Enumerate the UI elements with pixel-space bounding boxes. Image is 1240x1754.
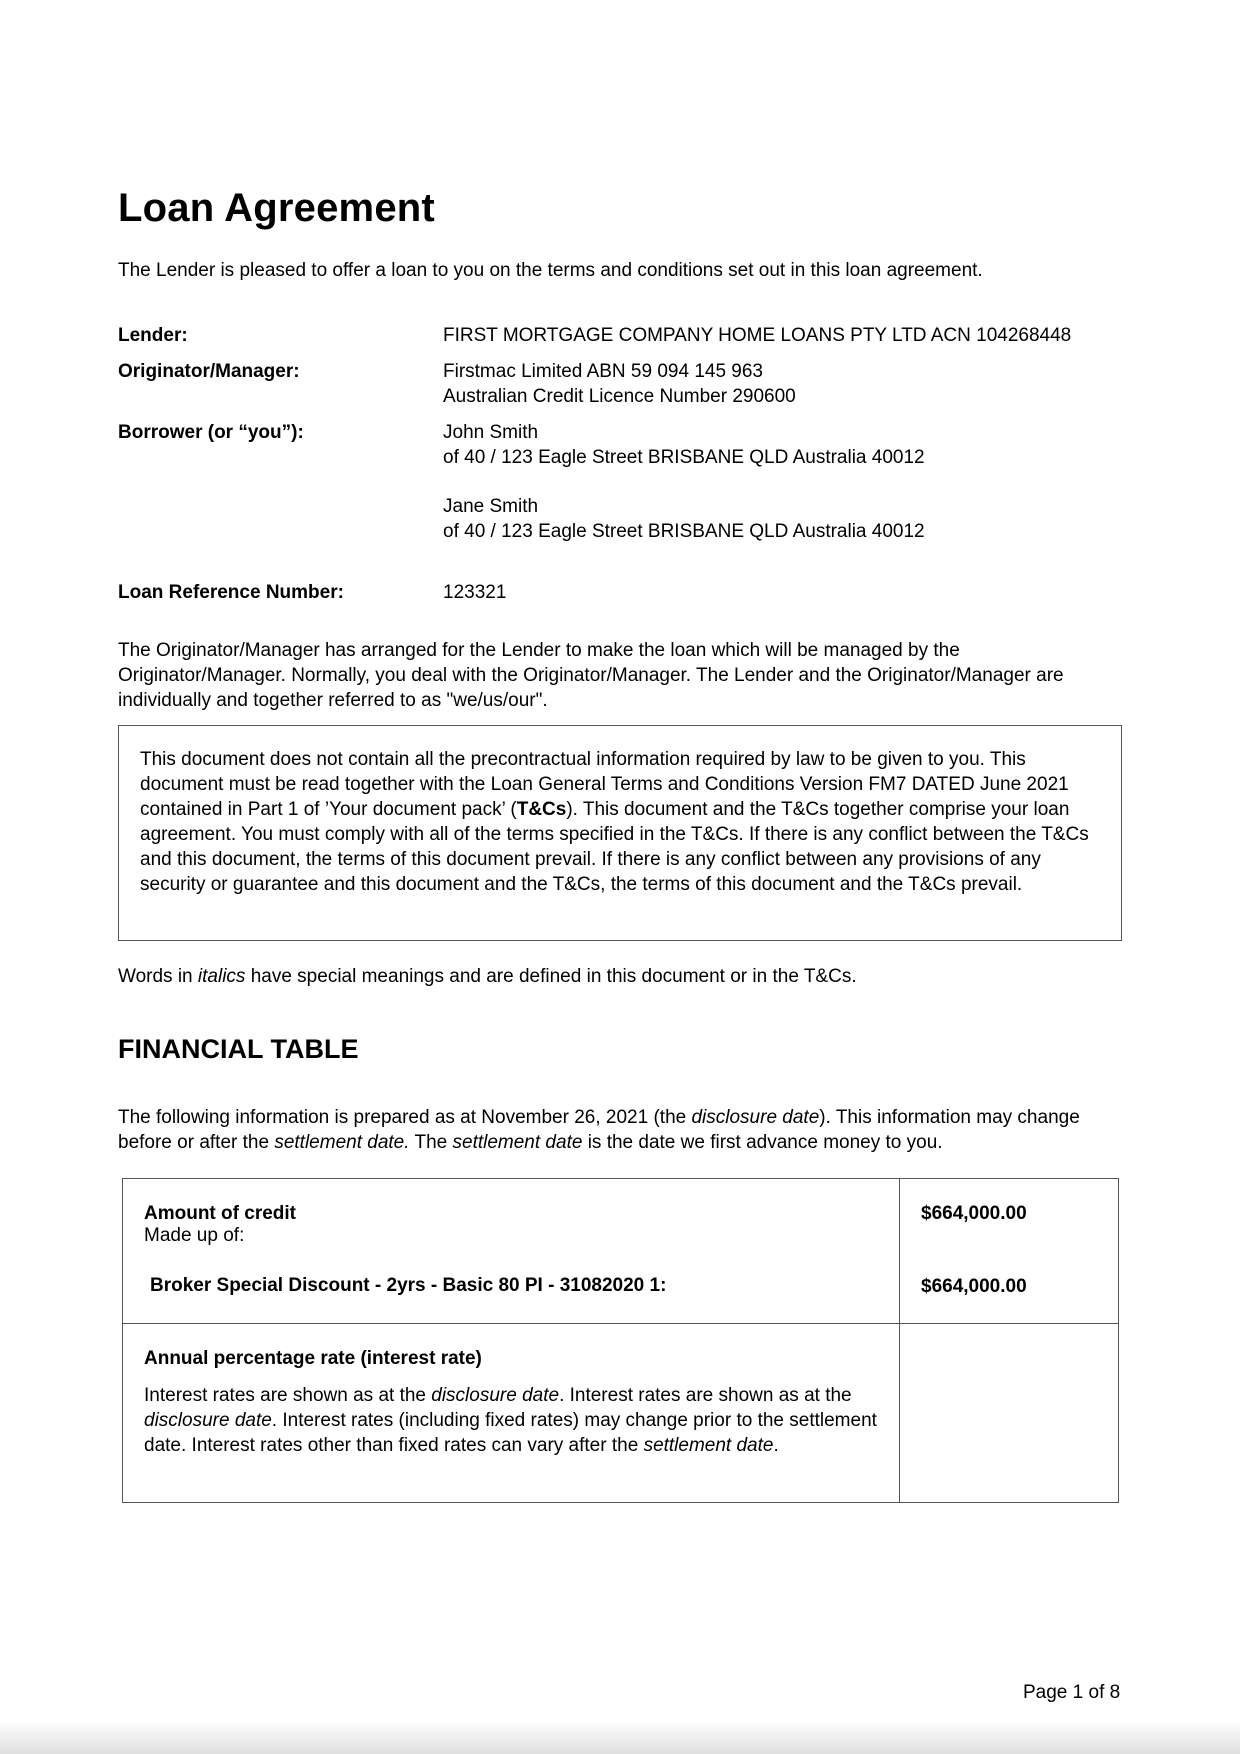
table-row [123, 1179, 1119, 1324]
settlement-date-term: settlement date [643, 1435, 774, 1456]
borrower-address: of 40 / 123 Eagle Street BRISBANE QLD Australia 40012 [443, 447, 925, 468]
financial-intro-text: The [409, 1132, 453, 1153]
page-number: Page 1 of 8 [1023, 1682, 1121, 1703]
made-up-of-label: Made up of: [144, 1225, 245, 1246]
apr-label: Annual percentage rate (interest rate) [144, 1348, 482, 1369]
italics-note-text: have special meanings and are defined in this document or in the T&Cs. [245, 966, 857, 987]
settlement-date-term: settlement date. [274, 1132, 410, 1153]
apr-cell [123, 1324, 900, 1503]
borrower-address: of 40 / 123 Eagle Street BRISBANE QLD Australia 40012 [443, 521, 925, 542]
lender-value: FIRST MORTGAGE COMPANY HOME LOANS PTY LTD ACN 104268448 [443, 325, 1072, 346]
financial-intro-paragraph [118, 1105, 1128, 1155]
financial-intro-text: ). This information may change before or after the [118, 1107, 1080, 1153]
disclosure-date-term: disclosure date [691, 1107, 820, 1128]
originator-licence: Australian Credit Licence Number 290600 [443, 386, 796, 407]
tcs-bold-term: T&Cs [516, 799, 567, 820]
precontractual-notice-box [118, 725, 1122, 941]
document-title: Loan Agreement [118, 186, 435, 230]
borrower-name: Jane Smith [443, 496, 539, 517]
originator-name: Firstmac Limited ABN 59 094 145 963 [443, 361, 764, 382]
italics-word: italics [197, 966, 246, 987]
loan-reference-value: 123321 [443, 582, 507, 603]
intro-paragraph: The Lender is pleased to offer a loan to you on the terms and conditions set out in this loan agreement. [118, 260, 983, 281]
disclosure-date-term: disclosure date [144, 1410, 272, 1431]
financial-table-heading: FINANCIAL TABLE [118, 1034, 359, 1064]
settlement-date-term: settlement date [452, 1132, 583, 1153]
table-row [123, 1324, 1119, 1503]
loan-reference-label: Loan Reference Number: [118, 582, 344, 603]
amount-of-credit-cell [123, 1179, 900, 1324]
italics-note-text: Words in [118, 966, 198, 987]
financial-table [122, 1178, 1119, 1503]
financial-intro-text: The following information is prepared as at November 26, 2021 (the [118, 1107, 692, 1128]
product-label: Broker Special Discount - 2yrs - Basic 80 PI - 31082020 1: [150, 1275, 667, 1296]
notice-text: This document does not contain all the precontractual information required by law to be given to you. This document must be read together with the Loan General Terms and Conditions Version FM7 DATED June 2021 contained in Part 1 of ’Your document pack’ ( [140, 749, 1069, 820]
apr-value-cell [900, 1324, 1119, 1503]
arrangement-paragraph: The Originator/Manager has arranged for the Lender to make the loan which will be managed by the Originator/Manager. Normally, you deal with the Originator/Manager. The Lender and the Originator/Manager are individually and together referred to as "we/us/our". [118, 640, 1064, 711]
borrower-label: Borrower (or “you”): [118, 422, 304, 443]
amount-value-cell [900, 1179, 1119, 1324]
financial-intro-text: is the date we first advance money to you. [582, 1132, 943, 1153]
apr-text: . [773, 1435, 779, 1456]
apr-text: . Interest rates are shown as at the [559, 1385, 852, 1406]
apr-description [144, 1383, 879, 1458]
amount-of-credit-label: Amount of credit [144, 1203, 296, 1224]
lender-label: Lender: [118, 325, 188, 346]
product-value: $664,000.00 [921, 1276, 1027, 1297]
notice-text: ). This document and the T&Cs together comprise your loan agreement. You must comply with all of the terms specified in the T&Cs. If there is any conflict between the T&Cs and this document, the terms of this document prevail. If there is any conflict between any provisions of any security or guarantee and this document and the T&Cs, the terms of this document and the T&Cs prevail. [140, 799, 1089, 895]
page-bottom-shadow [0, 1720, 1240, 1754]
apr-text: . Interest rates (including fixed rates) may change prior to the settlement date. Interest rates other than fixed rates can vary after the [144, 1410, 877, 1456]
originator-label: Originator/Manager: [118, 361, 300, 382]
borrower-name: John Smith [443, 422, 539, 443]
apr-text: Interest rates are shown as at the [144, 1385, 432, 1406]
italics-note [118, 964, 1128, 989]
disclosure-date-term: disclosure date [431, 1385, 560, 1406]
amount-of-credit-value: $664,000.00 [921, 1203, 1027, 1224]
